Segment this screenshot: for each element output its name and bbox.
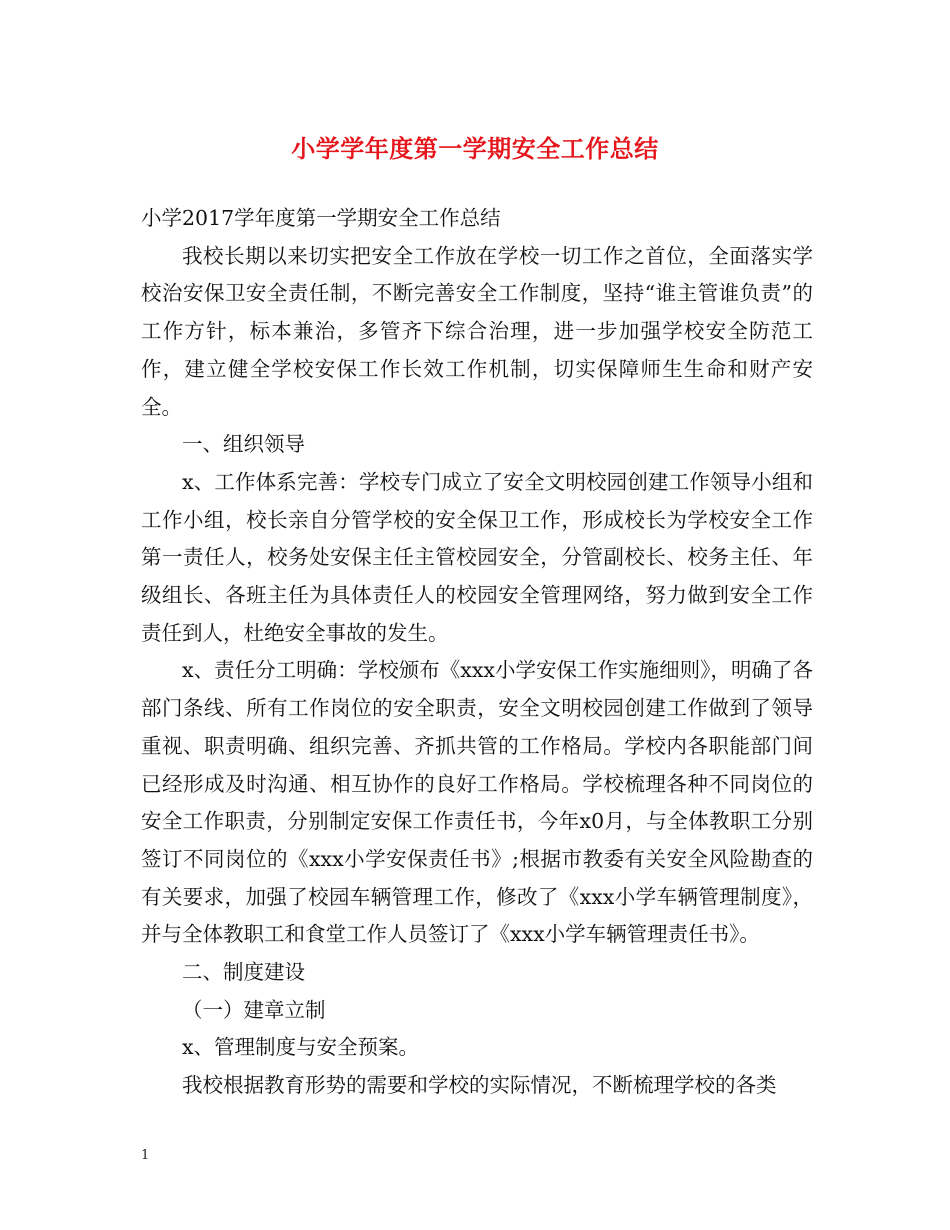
document-title: 小学学年度第一学期安全工作总结 [291,135,659,163]
page-number: 1 [141,1148,150,1163]
intro-paragraph: 我校长期以来切实把安全工作放在学校一切工作之首位，全面落实学校治安保卫安全责任制，不断完善安全工作制度，坚持“谁主管谁负责”的工作方针，标本兼治，多管齐下综合治理，进一步加强学校安全防范工作，建立健全学校安保工作长效工作机制，切实保障师生生命和财产安全。 [141,243,813,419]
paragraph-work-system: x、工作体系完善：学校专门成立了安全文明校园创建工作领导小组和工作小组，校长亲自分管学校的安全保卫工作，形成校长为学校安全工作第一责任人，校务处安保主任主管校园安全，分管副校长、校务主任、年级组长、各班主任为具体责任人的校园安全管理网络，努力做到安全工作责任到人，杜绝安全事故的发生。 [141,469,813,645]
subsection-heading-rules: （一）建章立制 [182,997,326,1022]
subtitle-paragraph: 小学2017学年度第一学期安全工作总结 [141,206,501,230]
section-heading-system-building: 二、制度建设 [182,960,305,985]
item-heading-management: x、管理制度与安全预案。 [182,1035,420,1060]
paragraph-continuation: 我校根据教育形势的需要和学校的实际情况，不断梳理学校的各类 [182,1073,777,1098]
document-body [141,200,813,1105]
paragraph-responsibility: x、责任分工明确：学校颁布《xxx小学安保工作实施细则》，明确了各部门条线、所有工作岗位的安全职责，安全文明校园创建工作做到了领导重视、职责明确、组织完善、齐抓共管的工作格局。学校内各职能部门间已经形成及时沟通、相互协作的良好工作格局。学校梳理各种不同岗位的安全工作职责，分别制定安保工作责任书，今年x0月，与全体教职工分别签订不同岗位的《xxx小学安保责任书》;根据市教委有关安全风险勘查的有关要求，加强了校园车辆管理工作，修改了《xxx小学车辆管理制度》，并与全体教职工和食堂工作人员签订了《xxx小学车辆管理责任书》。 [141,658,813,947]
section-heading-organization: 一、组织领导 [182,432,305,457]
